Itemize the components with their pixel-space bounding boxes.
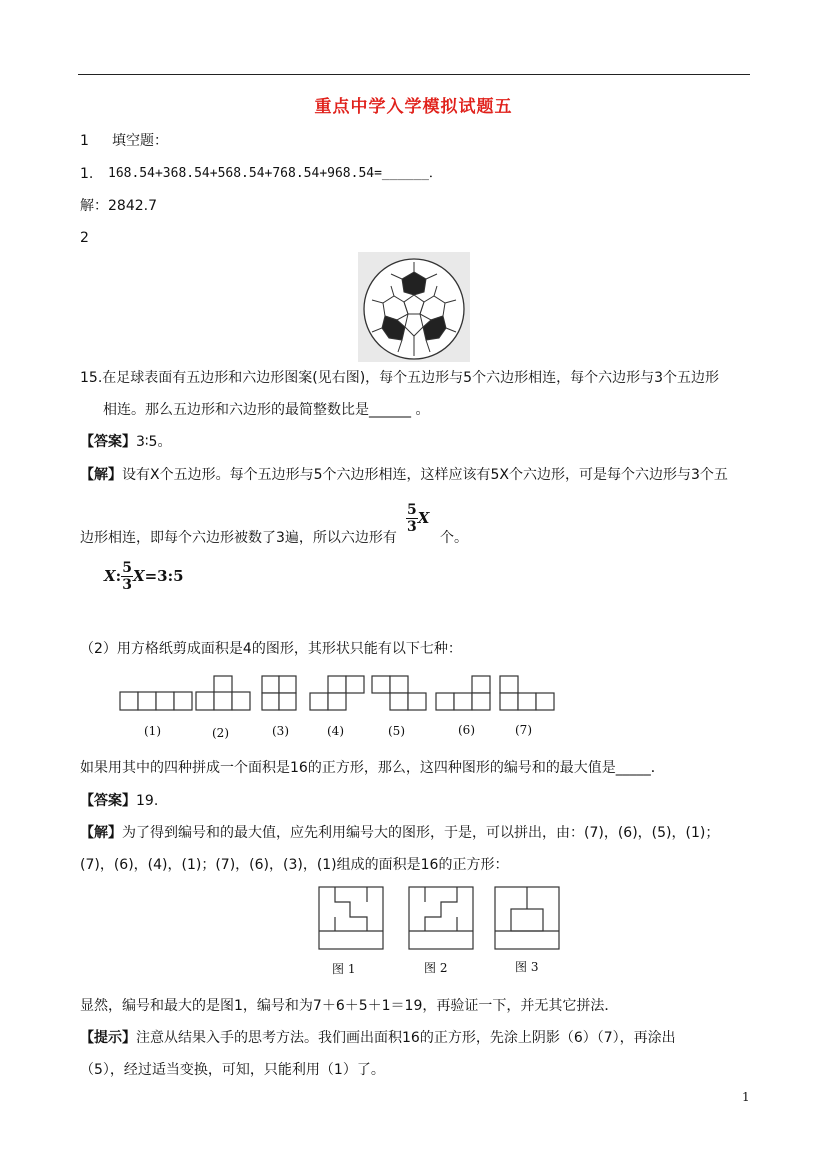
- q15-line2: 相连。那么五边形和六边形的最简整数比是______ 。: [103, 402, 430, 418]
- shape-label-4: (4): [327, 724, 344, 738]
- q2b-answer-tag: 【答案】: [80, 793, 136, 809]
- shape-4: [310, 676, 364, 710]
- figure-label-1: 图 1: [332, 962, 356, 976]
- ratio-var-right: X: [132, 567, 145, 585]
- fraction-denominator: 3: [407, 519, 417, 535]
- shape-6: [436, 676, 490, 710]
- q15-explain-tag: 【解】: [80, 467, 122, 483]
- ratio-colon: :: [115, 567, 122, 585]
- q15-ratio-formula: [104, 560, 184, 593]
- shape-label-2: (2): [212, 726, 229, 740]
- shape-label-5: (5): [388, 724, 405, 738]
- q15-fraction: [406, 502, 429, 535]
- header-rule: [78, 74, 750, 75]
- square-figure-2: [409, 887, 473, 949]
- q15-explain-line2b: 个。: [440, 530, 468, 546]
- ratio-frac-den: 3: [122, 577, 132, 593]
- q2-number: 2: [80, 230, 89, 246]
- q2b-explain-line2: (7)，(6)，(4)，(1)；(7)，(6)，(3)，(1)组成的面积是16的正方形：: [80, 857, 509, 873]
- ratio-frac-num: 5: [122, 560, 132, 576]
- q15-line1: 15.在足球表面有五边形和六边形图案(见右图)，每个五边形与5个六边形相连，每个六边形与3个五边形: [80, 370, 720, 386]
- q2b-hint-line1: 注意从结果入手的思考方法。我们画出面积16的正方形，先涂上阴影（6）（7），再涂出: [136, 1030, 676, 1046]
- soccer-ball-figure: [358, 252, 470, 362]
- square-figure-1: [319, 887, 383, 949]
- square-figures: [314, 883, 564, 953]
- q1-expression: 168.54+368.54+568.54+768.54+968.54=______．: [108, 166, 442, 181]
- shape-3: [262, 676, 296, 710]
- tetromino-shapes: [110, 672, 560, 720]
- shape-5: [372, 676, 426, 710]
- q15-answer-tag: 【答案】: [80, 434, 136, 450]
- q15-answer: 3∶5。: [136, 434, 172, 450]
- q2b-hint-tag: 【提示】: [80, 1030, 136, 1046]
- q2b-explain-tag: 【解】: [80, 825, 122, 841]
- q2b-answer: 19.: [136, 793, 159, 809]
- q1-number: 1.: [80, 166, 94, 182]
- shape-2: [196, 676, 250, 710]
- section-label: 填空题：: [112, 133, 168, 149]
- q2b-explain-line1: 为了得到编号和的最大值，应先利用编号大的图形，于是，可以拼出，由：(7)，(6)，(5)，(1)；: [122, 825, 720, 841]
- shape-label-1: (1): [144, 724, 161, 738]
- q15-explain-line2a: 边形相连，即每个六边形被数了3遍，所以六边形有: [80, 530, 397, 546]
- fraction-numerator: 5: [407, 502, 417, 518]
- ratio-rhs: =3:5: [144, 567, 184, 585]
- ratio-var-left: X: [104, 567, 116, 585]
- q2b-conclusion: 显然，编号和最大的是图1，编号和为7＋6＋5＋1＝19，再验证一下，并无其它拼法．: [80, 998, 619, 1014]
- shape-1: [120, 692, 192, 710]
- q15-explain-line1: 设有X个五边形。每个五边形与5个六边形相连，这样应该有5X个六边形，可是每个六边形与3个五: [122, 467, 728, 483]
- shape-7: [500, 676, 554, 710]
- soccer-ball-icon: [358, 252, 470, 362]
- page-number: 1: [742, 1090, 750, 1104]
- shape-label-3: (3): [272, 724, 289, 738]
- figure-label-3: 图 3: [515, 960, 539, 974]
- square-figure-3: [495, 887, 559, 949]
- shape-label-6: (6): [458, 723, 475, 737]
- q2b-hint-line2: （5），经过适当变换，可知，只能利用（1）了。: [80, 1062, 385, 1078]
- q2b-intro: （2）用方格纸剪成面积是4的图形，其形状只能有以下七种：: [80, 641, 462, 657]
- section-number: 1: [80, 133, 89, 149]
- shape-label-7: (7): [515, 723, 532, 737]
- page-title: 重点中学入学模拟试题五: [314, 97, 513, 117]
- q1-solution: 解：2842.7: [80, 198, 157, 214]
- q2b-question: 如果用其中的四种拼成一个面积是16的正方形，那么，这四种图形的编号和的最大值是_____．: [80, 760, 665, 776]
- figure-label-2: 图 2: [424, 961, 448, 975]
- fraction-variable: X: [417, 509, 430, 527]
